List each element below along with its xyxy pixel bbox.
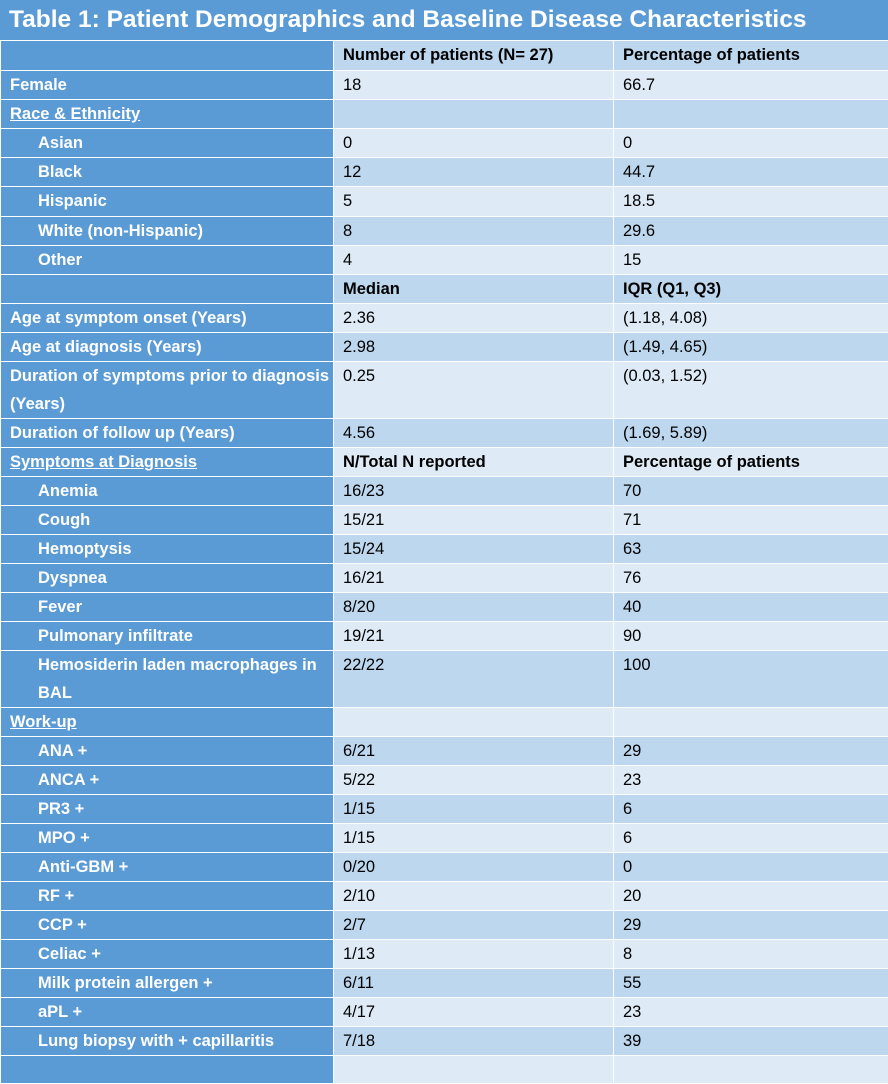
table-row (1, 853, 888, 882)
n-cell: 2/7 (334, 911, 614, 940)
section-label (1, 448, 334, 477)
header-col-percent: Percentage of patients (614, 41, 888, 71)
iqr-cell: (0.03, 1.52) (614, 362, 888, 419)
row-label: Cough (1, 506, 334, 535)
iqr-cell: (1.18, 4.08) (614, 304, 888, 333)
percent-cell: 23 (614, 766, 888, 795)
n-cell: 1/13 (334, 940, 614, 969)
count-cell: 4 (334, 246, 614, 275)
percent-cell: 44.7 (614, 158, 888, 187)
table-row (1, 651, 888, 708)
count-cell: 5 (334, 187, 614, 217)
median-cell: 4.56 (334, 419, 614, 448)
section-label (1, 708, 334, 737)
n-cell: 6/21 (334, 737, 614, 766)
n-cell: 19/21 (334, 622, 614, 651)
percent-cell: 71 (614, 506, 888, 535)
n-cell: 8/20 (334, 593, 614, 622)
section-title: Race & Ethnicity (10, 105, 140, 123)
row-label: Celiac + (1, 940, 334, 969)
percent-cell: 20 (614, 882, 888, 911)
row-label: Milk protein allergen + (1, 969, 334, 998)
table-row (1, 564, 888, 593)
section-row-race (1, 100, 888, 129)
row-label: ANCA + (1, 766, 334, 795)
row-label: Asian (1, 129, 334, 158)
table-row (1, 622, 888, 651)
row-label: PR3 + (1, 795, 334, 824)
n-cell: 1/15 (334, 795, 614, 824)
percent-cell: 6 (614, 795, 888, 824)
count-cell: 18 (334, 71, 614, 100)
empty-cell (334, 708, 614, 737)
section-row-symptoms (1, 448, 888, 477)
table-row (1, 362, 888, 419)
percent-cell: 15 (614, 246, 888, 275)
row-label: Hemosiderin laden macrophages in BAL (1, 651, 334, 708)
percent-cell: 39 (614, 1027, 888, 1056)
header-col-iqr: IQR (Q1, Q3) (614, 275, 888, 304)
row-label: Fever (1, 593, 334, 622)
empty-cell (334, 1056, 614, 1084)
row-label: Duration of follow up (Years) (1, 419, 334, 448)
n-cell: 16/23 (334, 477, 614, 506)
percent-cell: 6 (614, 824, 888, 853)
row-label: Hemoptysis (1, 535, 334, 564)
percent-cell: 0 (614, 853, 888, 882)
iqr-cell: (1.49, 4.65) (614, 333, 888, 362)
n-cell: 2/10 (334, 882, 614, 911)
row-label: Age at symptom onset (Years) (1, 304, 334, 333)
count-cell: 0 (334, 129, 614, 158)
median-cell: 2.98 (334, 333, 614, 362)
percent-cell: 70 (614, 477, 888, 506)
table-row (1, 795, 888, 824)
table-row (1, 333, 888, 362)
percent-cell: 18.5 (614, 187, 888, 217)
table-title: Table 1: Patient Demographics and Baseline Disease Characteristics (0, 0, 888, 40)
table-row-empty (1, 1056, 888, 1084)
table-row (1, 882, 888, 911)
row-label: MPO + (1, 824, 334, 853)
table-header-row (1, 41, 888, 71)
percent-cell: 29 (614, 911, 888, 940)
n-cell: 7/18 (334, 1027, 614, 1056)
section-title: Work-up (10, 713, 77, 731)
row-label: Age at diagnosis (Years) (1, 333, 334, 362)
table-row (1, 824, 888, 853)
n-cell: 22/22 (334, 651, 614, 708)
n-cell: 4/17 (334, 998, 614, 1027)
percent-cell: 100 (614, 651, 888, 708)
empty-cell (334, 100, 614, 129)
percent-cell: 40 (614, 593, 888, 622)
row-label: Hispanic (1, 187, 334, 217)
table-row (1, 535, 888, 564)
percent-cell: 0 (614, 129, 888, 158)
empty-cell (614, 100, 888, 129)
table-row (1, 766, 888, 795)
count-cell: 12 (334, 158, 614, 187)
percent-cell: 90 (614, 622, 888, 651)
row-label: Anemia (1, 477, 334, 506)
table-row (1, 187, 888, 217)
row-label: ANA + (1, 737, 334, 766)
table-row (1, 940, 888, 969)
empty-label-cell (1, 275, 334, 304)
percent-cell: 8 (614, 940, 888, 969)
empty-label-cell (1, 1056, 334, 1084)
row-label: Anti-GBM + (1, 853, 334, 882)
section-title: Symptoms at Diagnosis (10, 453, 197, 471)
header-col-median: Median (334, 275, 614, 304)
median-cell: 2.36 (334, 304, 614, 333)
table-row (1, 969, 888, 998)
percent-cell: 29 (614, 737, 888, 766)
row-label: Other (1, 246, 334, 275)
percent-cell: 29.6 (614, 217, 888, 246)
header-col-percent: Percentage of patients (614, 448, 888, 477)
percent-cell: 63 (614, 535, 888, 564)
n-cell: 15/24 (334, 535, 614, 564)
row-label: RF + (1, 882, 334, 911)
table-row (1, 129, 888, 158)
table-row (1, 477, 888, 506)
header-col-count: Number of patients (N= 27) (334, 41, 614, 71)
table-row (1, 419, 888, 448)
percent-cell: 23 (614, 998, 888, 1027)
row-label: White (non-Hispanic) (1, 217, 334, 246)
table-row (1, 593, 888, 622)
percent-cell: 76 (614, 564, 888, 593)
n-cell: 6/11 (334, 969, 614, 998)
iqr-cell: (1.69, 5.89) (614, 419, 888, 448)
percent-cell: 55 (614, 969, 888, 998)
header-label-cell (1, 41, 334, 71)
table-row (1, 304, 888, 333)
n-cell: 5/22 (334, 766, 614, 795)
table-row (1, 911, 888, 940)
table-row (1, 737, 888, 766)
n-cell: 1/15 (334, 824, 614, 853)
table-row (1, 158, 888, 187)
section-row-workup (1, 708, 888, 737)
row-label: CCP + (1, 911, 334, 940)
n-cell: 16/21 (334, 564, 614, 593)
table-row (1, 217, 888, 246)
percent-cell: 66.7 (614, 71, 888, 100)
table-row (1, 998, 888, 1027)
section-label (1, 100, 334, 129)
n-cell: 0/20 (334, 853, 614, 882)
count-cell: 8 (334, 217, 614, 246)
demographics-table (0, 40, 888, 1084)
table-row (1, 246, 888, 275)
table-row (1, 1027, 888, 1056)
row-label: aPL + (1, 998, 334, 1027)
empty-cell (614, 708, 888, 737)
header-col-n: N/Total N reported (334, 448, 614, 477)
subheader-row-median (1, 275, 888, 304)
row-label: Pulmonary infiltrate (1, 622, 334, 651)
table-row (1, 71, 888, 100)
row-label: Lung biopsy with + capillaritis (1, 1027, 334, 1056)
empty-cell (614, 1056, 888, 1084)
n-cell: 15/21 (334, 506, 614, 535)
row-label: Dyspnea (1, 564, 334, 593)
row-label: Black (1, 158, 334, 187)
median-cell: 0.25 (334, 362, 614, 419)
table-row (1, 506, 888, 535)
row-label: Duration of symptoms prior to diagnosis (Years) (1, 362, 334, 419)
row-label: Female (1, 71, 334, 100)
